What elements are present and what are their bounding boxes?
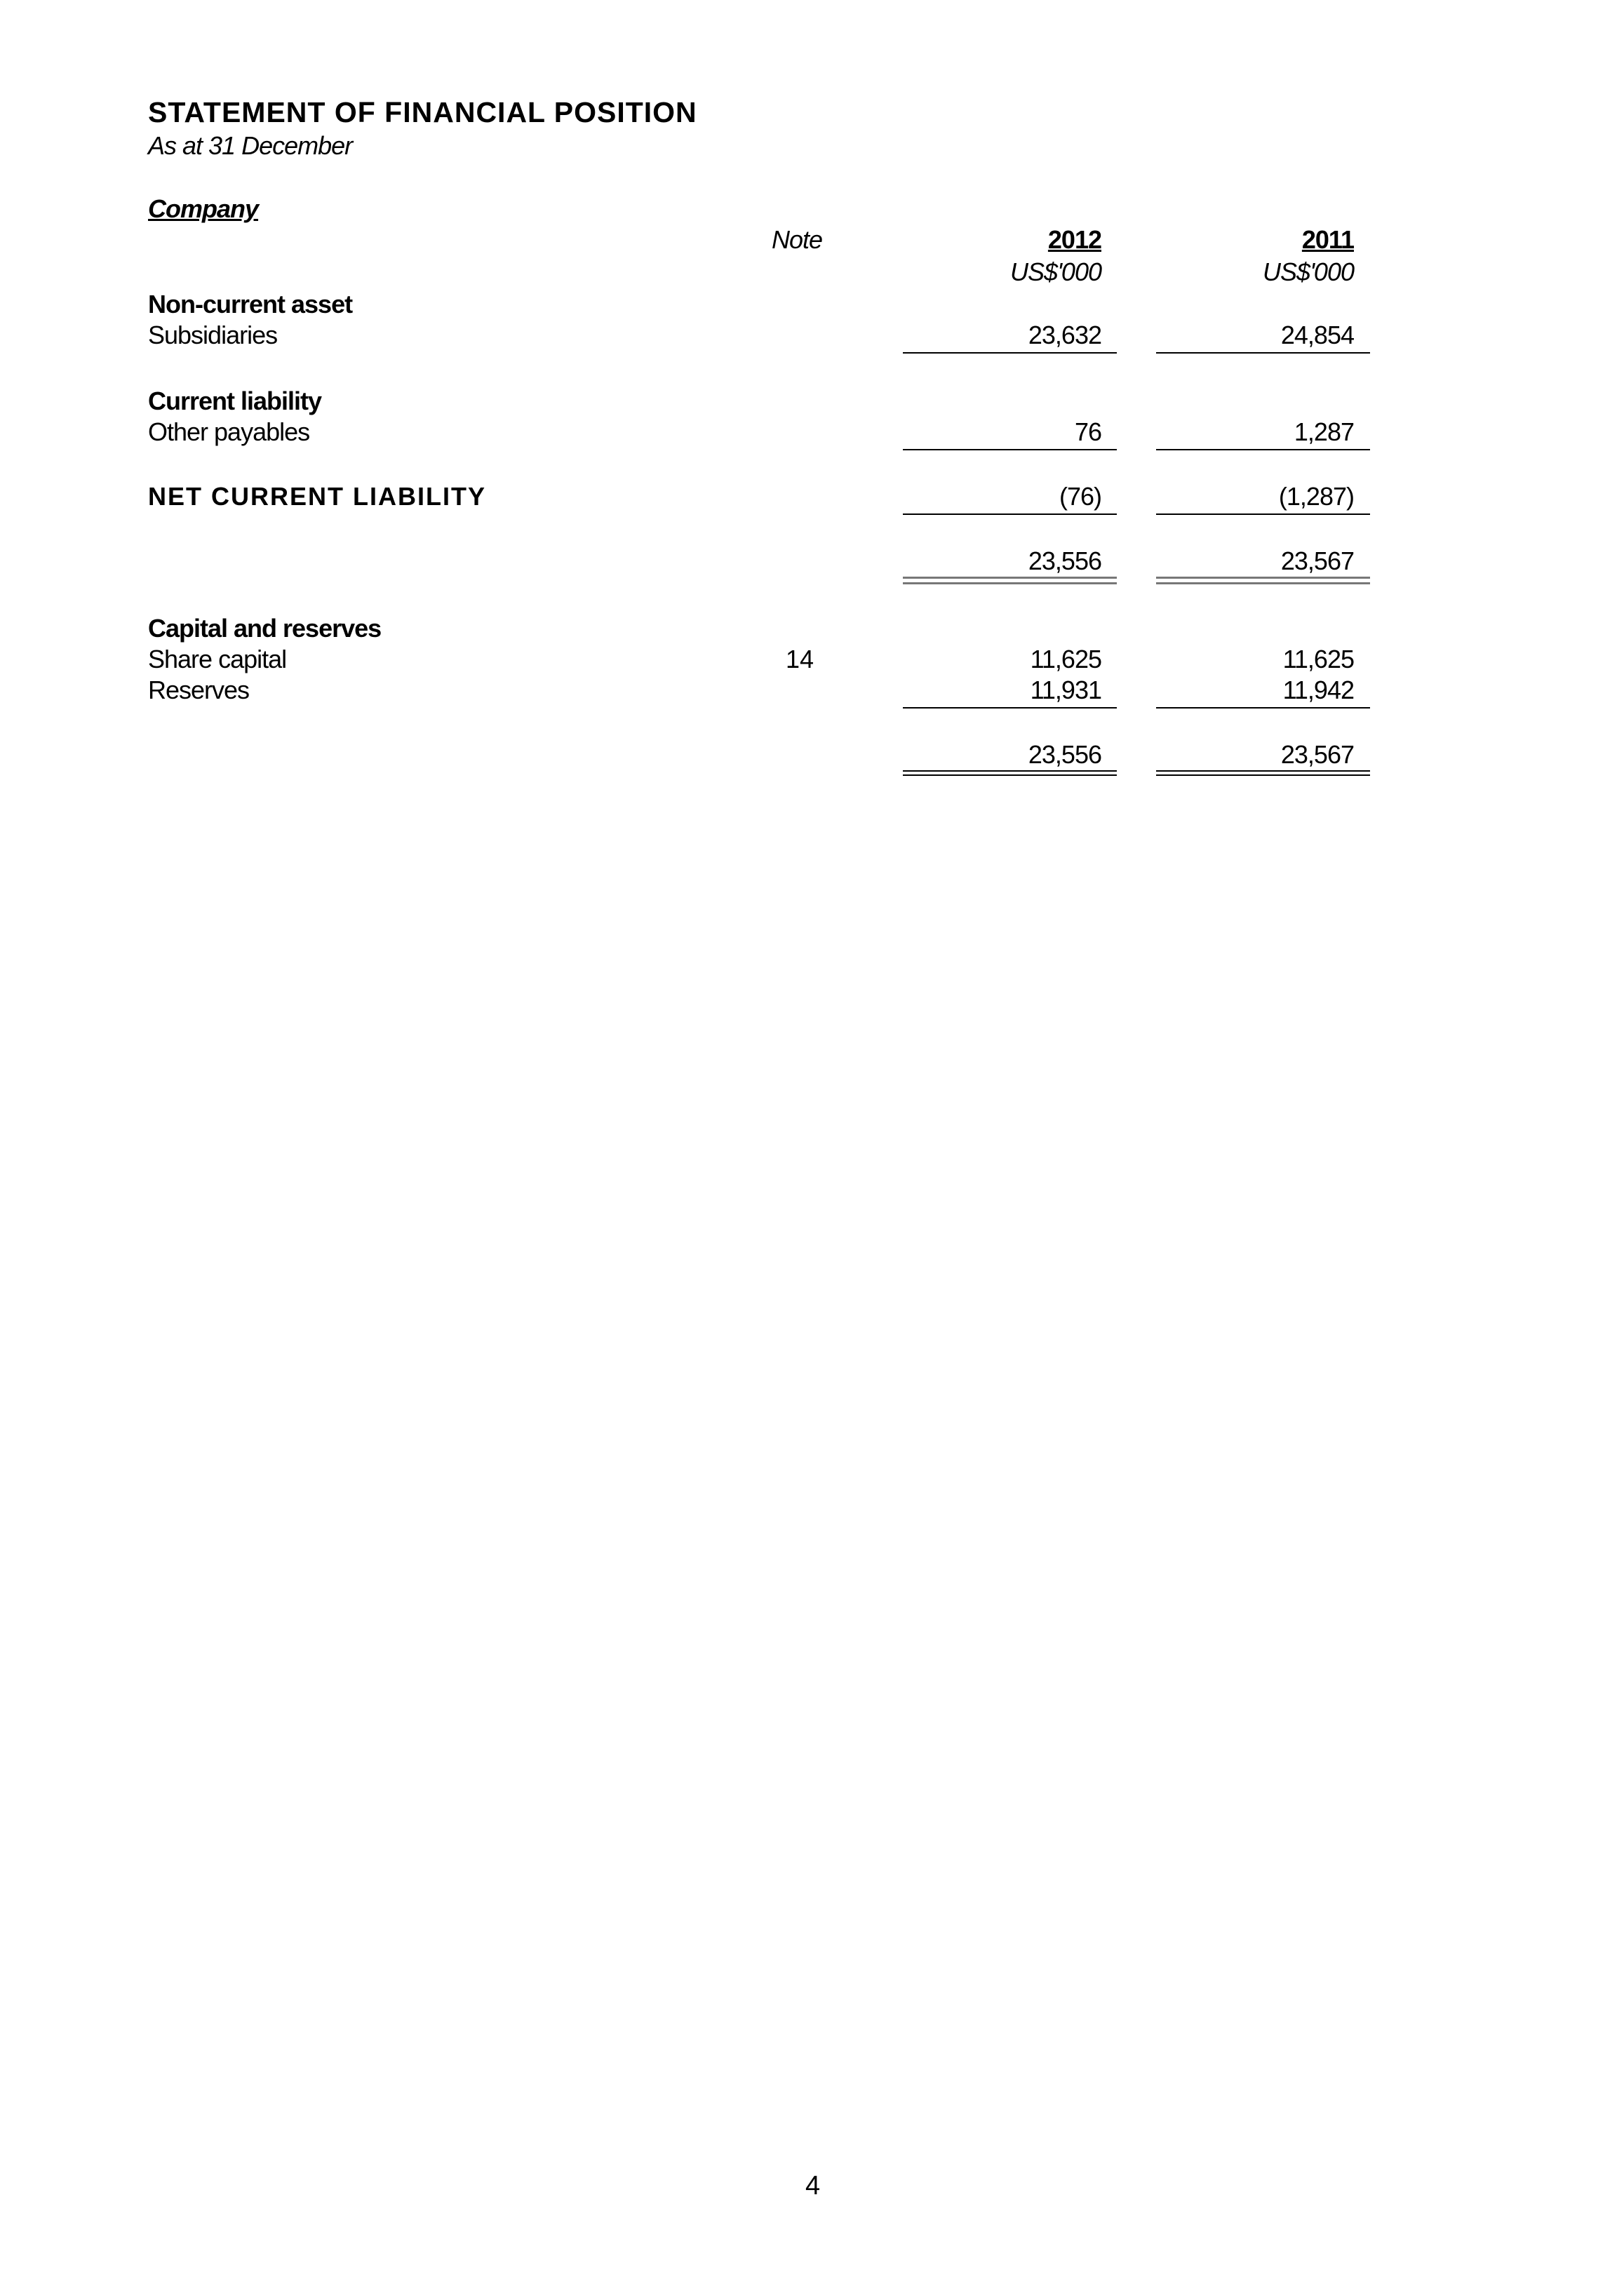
- currency-2012-header: US$'000: [1010, 257, 1101, 286]
- net-assets-double-rule-2011: [1156, 577, 1370, 584]
- subsidiaries-rule-2011: [1156, 352, 1370, 354]
- currency-2011-header: US$'000: [1263, 257, 1354, 286]
- net-current-liability-rule-2012: [903, 513, 1117, 515]
- subsidiaries-2011: 24,854: [1280, 321, 1354, 349]
- other-payables-2012: 76: [1074, 417, 1101, 446]
- total-equity-double-rule-2012: [903, 770, 1117, 776]
- section-heading-company: Company: [148, 194, 259, 223]
- total-equity-2011: 23,567: [1280, 740, 1354, 769]
- reserves-label: Reserves: [148, 676, 250, 704]
- subsidiaries-2012: 23,632: [1028, 321, 1101, 349]
- share-capital-2011: 11,625: [1282, 645, 1354, 673]
- net-assets-2011: 23,567: [1280, 546, 1354, 575]
- subsidiaries-rule-2012: [903, 352, 1117, 354]
- other-payables-2011: 1,287: [1294, 417, 1354, 446]
- share-capital-note: 14: [786, 645, 814, 673]
- non-current-asset-heading: Non-current asset: [148, 290, 353, 318]
- statement-title: STATEMENT OF FINANCIAL POSITION: [148, 96, 697, 128]
- current-liability-heading: Current liability: [148, 387, 322, 415]
- reserves-rule-2012: [903, 707, 1117, 709]
- statement-date: As at 31 December: [148, 131, 353, 160]
- year-2011-header: 2011: [1301, 225, 1354, 254]
- reserves-2011: 11,942: [1282, 676, 1354, 704]
- net-assets-double-rule-2012: [903, 577, 1117, 584]
- page-number: 4: [805, 2171, 821, 2201]
- net-current-liability-rule-2011: [1156, 513, 1370, 515]
- subsidiaries-label: Subsidiaries: [148, 321, 278, 349]
- reserves-rule-2011: [1156, 707, 1370, 709]
- net-current-liability-label: NET CURRENT LIABILITY: [148, 482, 486, 511]
- share-capital-label: Share capital: [148, 645, 287, 673]
- other-payables-rule-2011: [1156, 449, 1370, 450]
- net-current-liability-2012: (76): [1059, 482, 1101, 511]
- total-equity-2012: 23,556: [1028, 740, 1101, 769]
- share-capital-2012: 11,625: [1030, 645, 1101, 673]
- other-payables-label: Other payables: [148, 417, 310, 446]
- year-2012-header: 2012: [1047, 225, 1101, 254]
- note-column-header: Note: [772, 225, 823, 254]
- other-payables-rule-2012: [903, 449, 1117, 450]
- total-equity-double-rule-2011: [1156, 770, 1370, 776]
- capital-and-reserves-heading: Capital and reserves: [148, 614, 382, 643]
- reserves-2012: 11,931: [1030, 676, 1101, 704]
- net-current-liability-2011: (1,287): [1278, 482, 1354, 511]
- net-assets-2012: 23,556: [1028, 546, 1101, 575]
